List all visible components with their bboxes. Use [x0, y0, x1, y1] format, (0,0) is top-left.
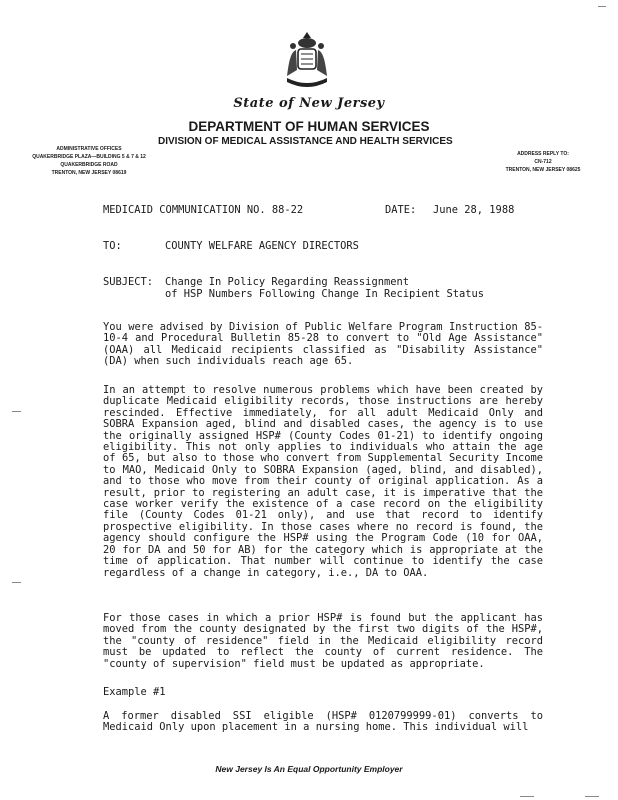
department-title: DEPARTMENT OF HUMAN SERVICES	[188, 119, 430, 134]
subject-line-1: Change In Policy Regarding Reassignment	[165, 276, 409, 288]
date-value: June 28, 1988	[433, 204, 515, 216]
scan-mark	[12, 582, 21, 583]
body-paragraph-1: You were advised by Division of Public Welfare Program Instruction 85-10-4 and Procedural Bulletin 85-28 to convert to "Old Age Assistance" (OAA) all Medicaid recipients classified as "Disability Assistance" (DA) when such individuals reach age 65.	[103, 321, 543, 368]
subject-label: SUBJECT:	[103, 276, 154, 288]
to-value: COUNTY WELFARE AGENCY DIRECTORS	[165, 240, 359, 252]
scan-mark	[585, 796, 599, 797]
admin-offices-address: ADMINISTRATIVE OFFICES QUAKERBRIDGE PLAZA—BUILDING 5 & 7 & 12 QUAKERBRIDGE ROAD TRENTON, NEW JERSEY 08619	[32, 146, 146, 176]
body-paragraph-3: For those cases in which a prior HSP# is found but the applicant has moved from the county designated by the first two digits of the HSP#, the "county of residence" field in the Medicaid eligibility record must be updated to reflect the county of current residence. The "county of supervision" field must be updated as appropriate.	[103, 612, 543, 670]
scan-mark	[598, 6, 606, 7]
example-text: A former disabled SSI eligible (HSP# 0120799999-01) converts to Medicaid Only upon placement in a nursing home. This individual will	[103, 710, 543, 734]
communication-number: MEDICAID COMMUNICATION NO. 88-22	[103, 204, 304, 216]
state-seal-icon	[283, 30, 331, 90]
to-label: TO:	[103, 240, 122, 252]
body-paragraph-2: In an attempt to resolve numerous problems which have been created by duplicate Medicaid eligibility records, those instructions are hereby rescinded. Effective immediately, for all adult Medicaid Only and SOBRA Expansion aged, blind and disabled cases, the agency is to use the originally assigned HSP# (County Codes 01-21) to identify ongoing eligibility. This not only applies to individuals who attain the age of 65, but also to those who convert from Supplemental Security Income to MAO, Medicaid Only to SOBRA Expansion (aged, blind, and disabled), and to those who move from their county of original application. As a result, prior to registering an adult case, it is imperative that the case worker verify the existence of a case record on the eligibility file (County Codes 01-21 only), and use that record to identify prospective eligibility. In those cases where no record is found, the agency should configure the HSP# using the Program Code (10 for OAA, 20 for DA and 50 for AB) for the category which is appropriate at the time of application. That number will continue to identify the case regardless of a change in category, i.e., DA to OAA.	[103, 384, 543, 579]
state-name: State of New Jersey	[233, 96, 385, 111]
date-label: DATE:	[385, 204, 417, 216]
footer-text: New Jersey Is An Equal Opportunity Employer	[215, 764, 403, 774]
scan-mark	[12, 411, 21, 412]
division-title: DIVISION OF MEDICAL ASSISTANCE AND HEALTH SERVICES	[158, 136, 453, 147]
reply-address: ADDRESS REPLY TO: CN-712 TRENTON, NEW JERSEY 08625	[505, 151, 581, 173]
subject-line-2: of HSP Numbers Following Change In Recipient Status	[165, 288, 485, 300]
scan-mark	[520, 796, 534, 797]
example-heading: Example #1	[103, 686, 166, 698]
